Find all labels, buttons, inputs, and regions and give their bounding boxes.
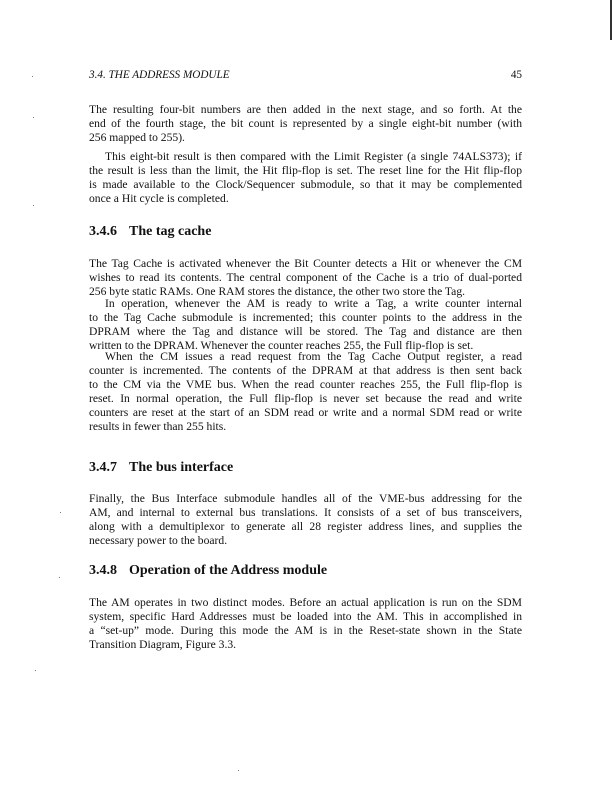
section-number: 3.4.8 bbox=[89, 563, 117, 578]
section-title: The tag cache bbox=[129, 224, 212, 239]
text-line: written to the DPRAM. Whenever the counter reaches 255, the Full flip-flop is set. bbox=[89, 339, 474, 352]
page-number: 45 bbox=[510, 69, 522, 81]
text-line: counters are reset at the start of an SDM read or write and a normal SDM read or write bbox=[89, 406, 522, 419]
section-number: 3.4.6 bbox=[89, 224, 117, 239]
text-line: 256 mapped to 255). bbox=[89, 131, 185, 144]
paragraph bbox=[89, 297, 522, 353]
text-line: the result is less than the limit, the Hit flip-flop is set. The reset line for the Hit flip-flop bbox=[89, 164, 522, 177]
paragraph bbox=[89, 596, 522, 652]
text-line: Transition Diagram, Figure 3.3. bbox=[89, 638, 237, 651]
scan-speck bbox=[238, 770, 239, 771]
text-line: AM, and internal to external bus translations. It consists of a set of bus transceivers, bbox=[89, 506, 522, 519]
text-line: results in fewer than 255 hits. bbox=[89, 420, 227, 433]
text-line: counter is incremented. The contents of the DPRAM at that address is then sent back bbox=[89, 364, 522, 377]
text-line: DPRAM where the Tag and distance will be stored. The Tag and distance are then bbox=[89, 325, 522, 338]
section-title: The bus interface bbox=[129, 460, 234, 475]
text-line: wishes to read its contents. The central component of the Cache is a trio of dual-ported bbox=[89, 271, 522, 284]
text-line: system, specific Hard Addresses must be loaded into the AM. This in accomplished in bbox=[89, 610, 522, 623]
text-line: end of the fourth stage, the bit count is represented by a single eight-bit number (with bbox=[89, 117, 522, 130]
text-line: along with a demultiplexor to generate all 28 register address lines, and supplies the bbox=[89, 520, 522, 533]
text-line: The AM operates in two distinct modes. Before an actual application is run on the SDM bbox=[89, 596, 522, 609]
scan-speck bbox=[60, 512, 61, 513]
paragraph bbox=[89, 350, 522, 434]
paragraph bbox=[89, 103, 522, 145]
section-heading bbox=[89, 224, 211, 240]
section-heading bbox=[89, 563, 327, 579]
text-line: once a Hit cycle is completed. bbox=[89, 192, 229, 205]
text-line: a “set-up” mode. During this mode the AM is in the Reset-state shown in the State bbox=[89, 624, 522, 637]
text-line: 256 byte static RAMs. One RAM stores the distance, the other two store the Tag. bbox=[89, 285, 466, 298]
running-head: 3.4. THE ADDRESS MODULE bbox=[89, 69, 230, 81]
section-number: 3.4.7 bbox=[89, 460, 117, 475]
text-line: Finally, the Bus Interface submodule handles all of the VME-bus addressing for the bbox=[89, 492, 522, 505]
text-line: necessary power to the board. bbox=[89, 534, 228, 547]
text-line: This eight-bit result is then compared with the Limit Register (a single 74ALS373); if bbox=[105, 150, 522, 163]
text-line: reset. In normal operation, the Full flip-flop is never set because the read and write bbox=[89, 392, 522, 405]
text-line: is made available to the Clock/Sequencer submodule, so that it may be complemented bbox=[89, 178, 522, 191]
scan-speck bbox=[32, 76, 33, 77]
text-line: to the Tag Cache submodule is incremented; this counter points to the address in the bbox=[89, 311, 522, 324]
text-line: In operation, whenever the AM is ready to write a Tag, a write counter internal bbox=[105, 297, 522, 310]
paragraph bbox=[89, 492, 522, 548]
scan-speck bbox=[33, 117, 34, 118]
paragraph bbox=[89, 150, 522, 206]
text-line: to the CM via the VME bus. When the read counter reaches 255, the Full flip-flop is bbox=[89, 378, 522, 391]
text-line: When the CM issues a read request from the Tag Cache Output register, a read bbox=[105, 350, 522, 363]
section-title: Operation of the Address module bbox=[129, 563, 328, 578]
text-line: The resulting four-bit numbers are then added in the next stage, and so forth. At the bbox=[89, 103, 522, 116]
scan-speck bbox=[33, 205, 34, 206]
paragraph bbox=[89, 257, 522, 299]
section-heading bbox=[89, 460, 233, 476]
text-line: The Tag Cache is activated whenever the Bit Counter detects a Hit or whenever the CM bbox=[89, 257, 522, 270]
scan-speck bbox=[35, 670, 36, 671]
scan-speck bbox=[59, 577, 60, 578]
